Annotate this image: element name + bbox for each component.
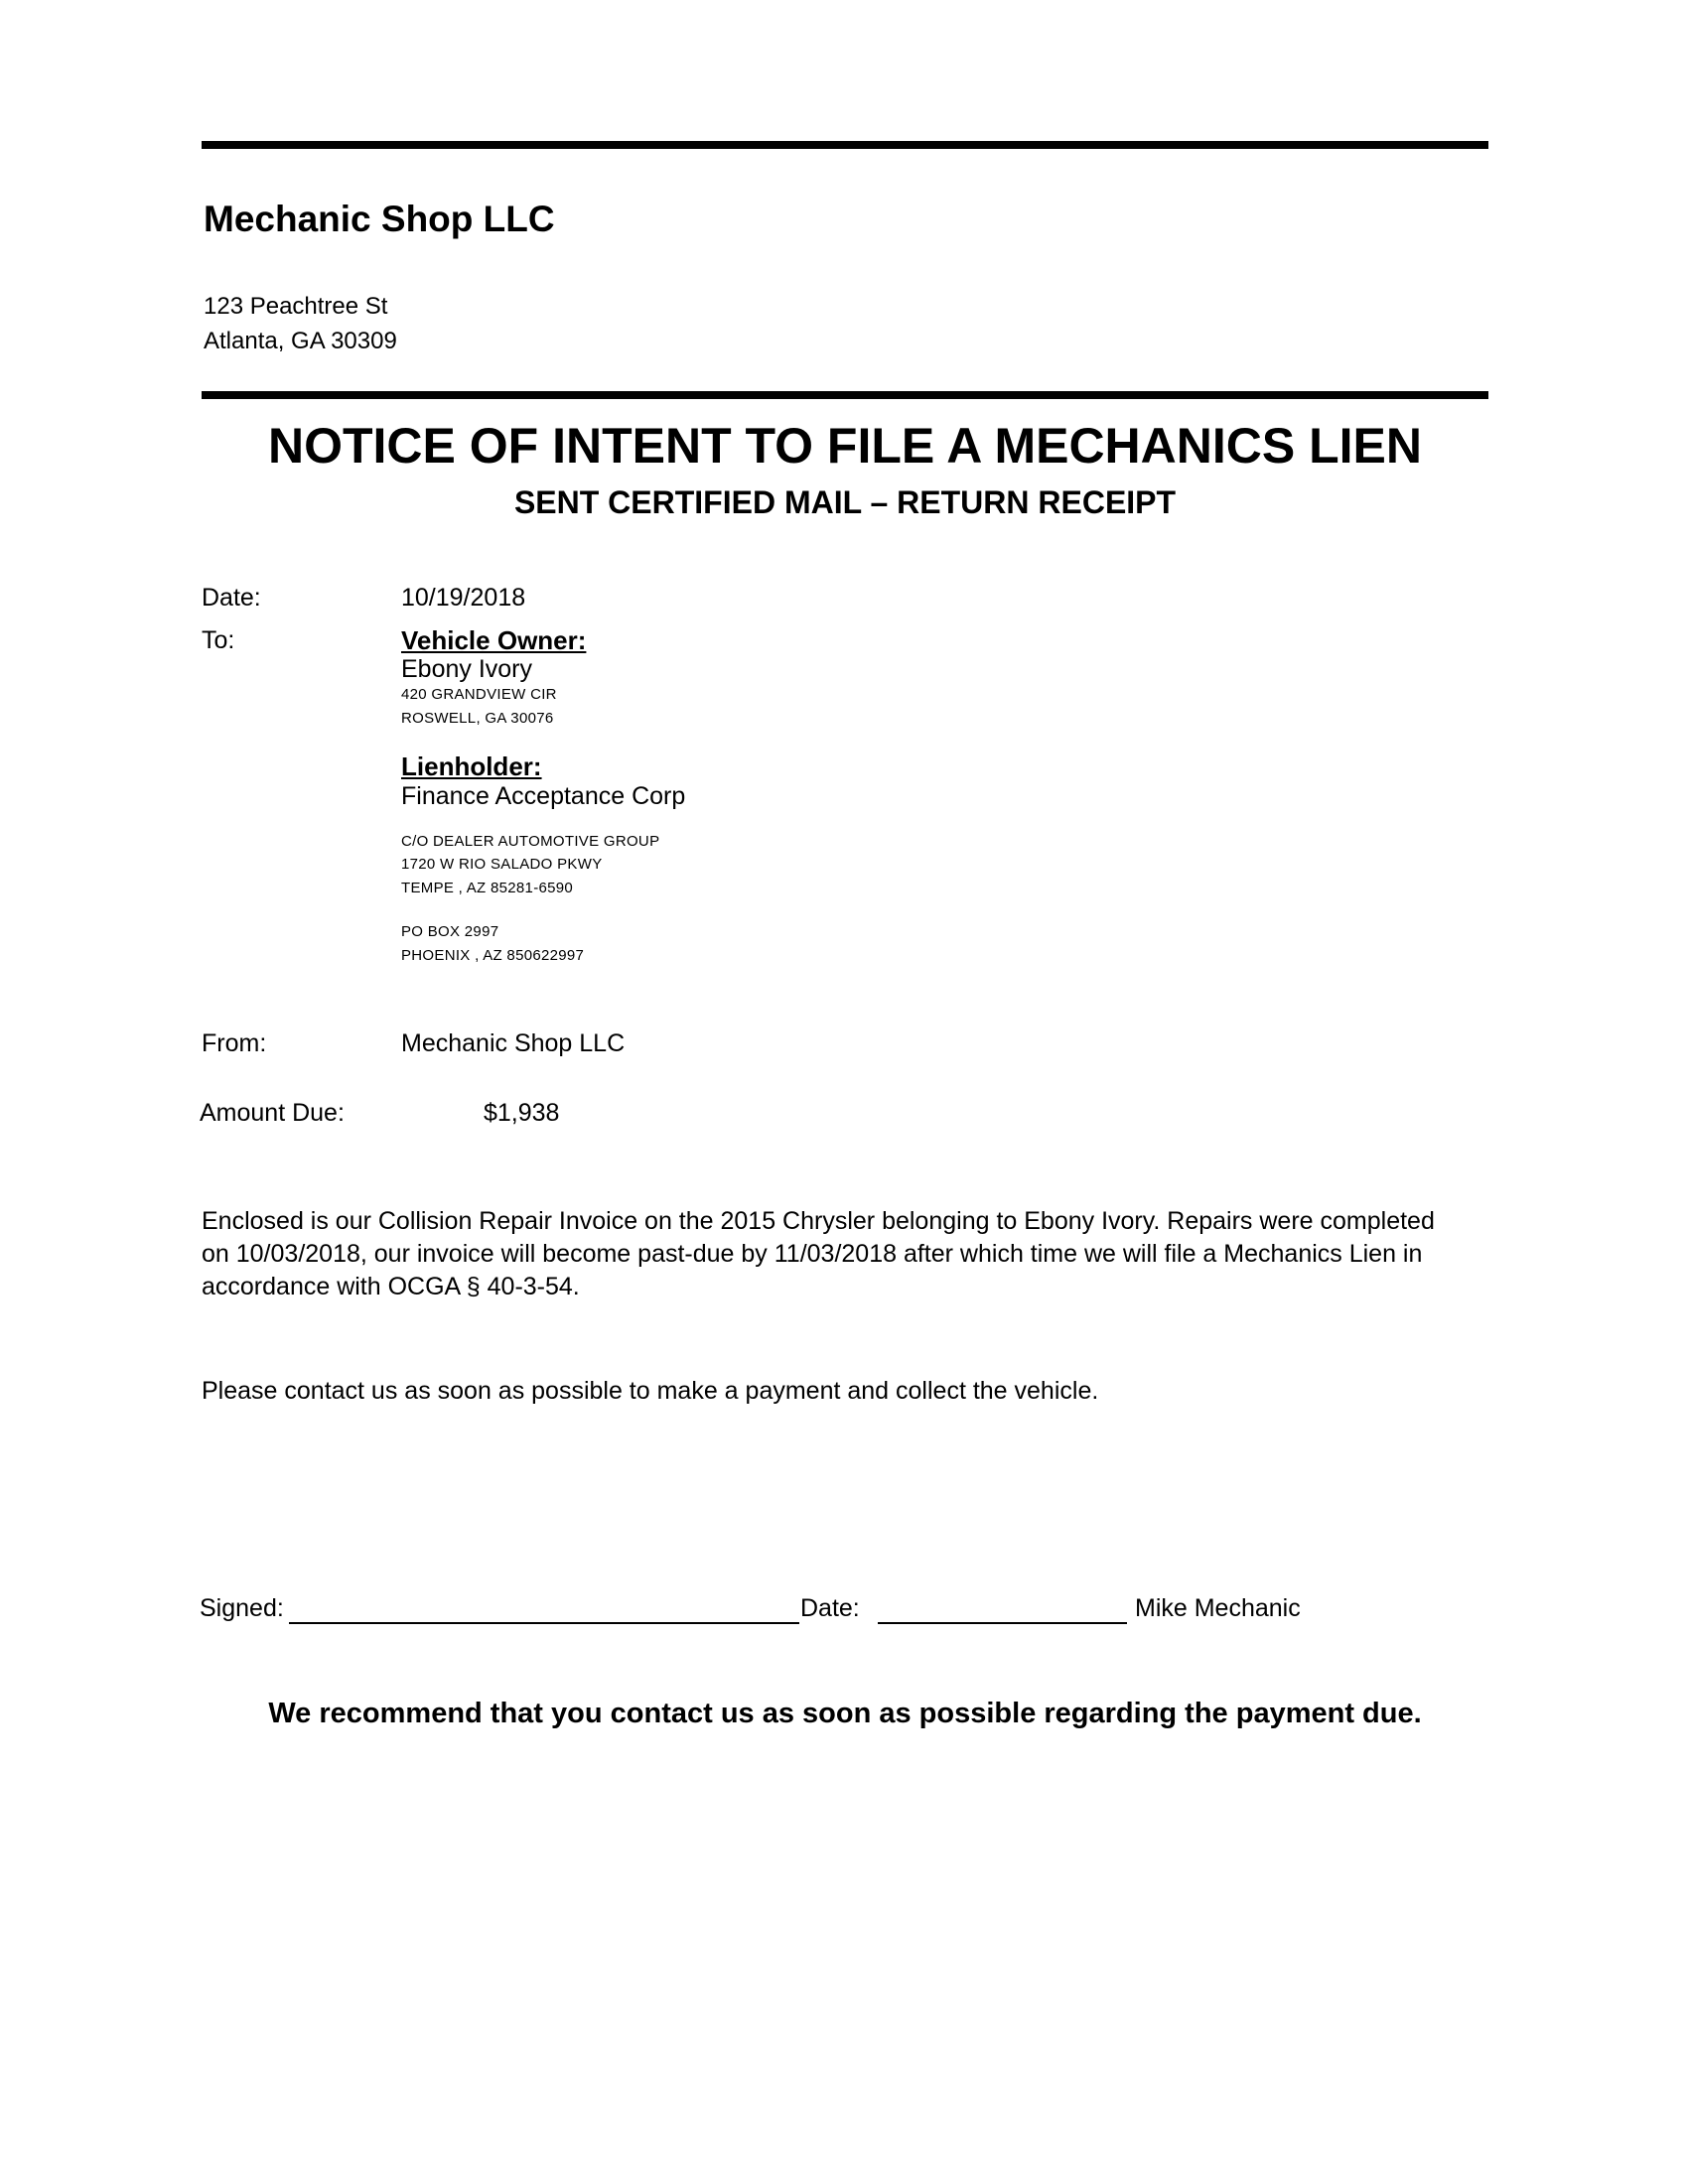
amount-due-value: $1,938 xyxy=(484,1099,560,1127)
vehicle-owner-address-line1: 420 GRANDVIEW CIR xyxy=(401,686,557,703)
lienholder-po-line1: PO BOX 2997 xyxy=(401,923,499,940)
lienholder-po-line2: PHOENIX , AZ 850622997 xyxy=(401,947,585,964)
notice-title: NOTICE OF INTENT TO FILE A MECHANICS LIEN xyxy=(267,418,1423,474)
vehicle-owner-address-line2: ROSWELL, GA 30076 xyxy=(401,710,554,727)
from-value: Mechanic Shop LLC xyxy=(401,1029,626,1057)
date-label: Date: xyxy=(202,584,261,612)
company-address-line1: 123 Peachtree St xyxy=(204,293,388,320)
vehicle-owner-name: Ebony Ivory xyxy=(401,655,533,683)
lienholder-address-line2: 1720 W RIO SALADO PKWY xyxy=(401,856,603,873)
contact-paragraph: Please contact us as soon as possible to make a payment and collect the vehicle. xyxy=(202,1377,1099,1405)
company-name: Mechanic Shop LLC xyxy=(204,199,555,239)
invoice-paragraph: Enclosed is our Collision Repair Invoice on the 2015 Chrysler belonging to Ebony Ivory. Repairs were completed on 10/03/2018, our invoice will become past-due by 11/03/2018 after which time we will file a Mechanics Lien in accordance with OCGA § 40-3-54. xyxy=(202,1207,1435,1300)
vehicle-owner-heading: Vehicle Owner: xyxy=(401,625,587,655)
lienholder-address-line3: TEMPE , AZ 85281-6590 xyxy=(401,880,574,896)
signed-label: Signed: xyxy=(200,1594,284,1622)
amount-due-label: Amount Due: xyxy=(200,1099,345,1127)
date-value: 10/19/2018 xyxy=(401,584,526,612)
lienholder-heading: Lienholder: xyxy=(401,751,542,781)
lienholder-name: Finance Acceptance Corp xyxy=(401,782,686,810)
closing-recommendation: We recommend that you contact us as soon as possible regarding the payment due. xyxy=(268,1698,1422,1729)
header-divider xyxy=(202,391,1488,399)
lienholder-address-line1: C/O DEALER AUTOMOTIVE GROUP xyxy=(401,833,660,850)
signer-name: Mike Mechanic xyxy=(1135,1594,1301,1622)
signature-line[interactable] xyxy=(289,1622,799,1624)
signature-date-label: Date: xyxy=(800,1594,860,1622)
to-label: To: xyxy=(202,626,235,654)
top-divider xyxy=(202,141,1488,149)
from-label: From: xyxy=(202,1029,267,1057)
notice-subtitle: SENT CERTIFIED MAIL – RETURN RECEIPT xyxy=(513,484,1177,520)
company-address-line2: Atlanta, GA 30309 xyxy=(204,328,397,354)
signature-date-line[interactable] xyxy=(878,1622,1127,1624)
